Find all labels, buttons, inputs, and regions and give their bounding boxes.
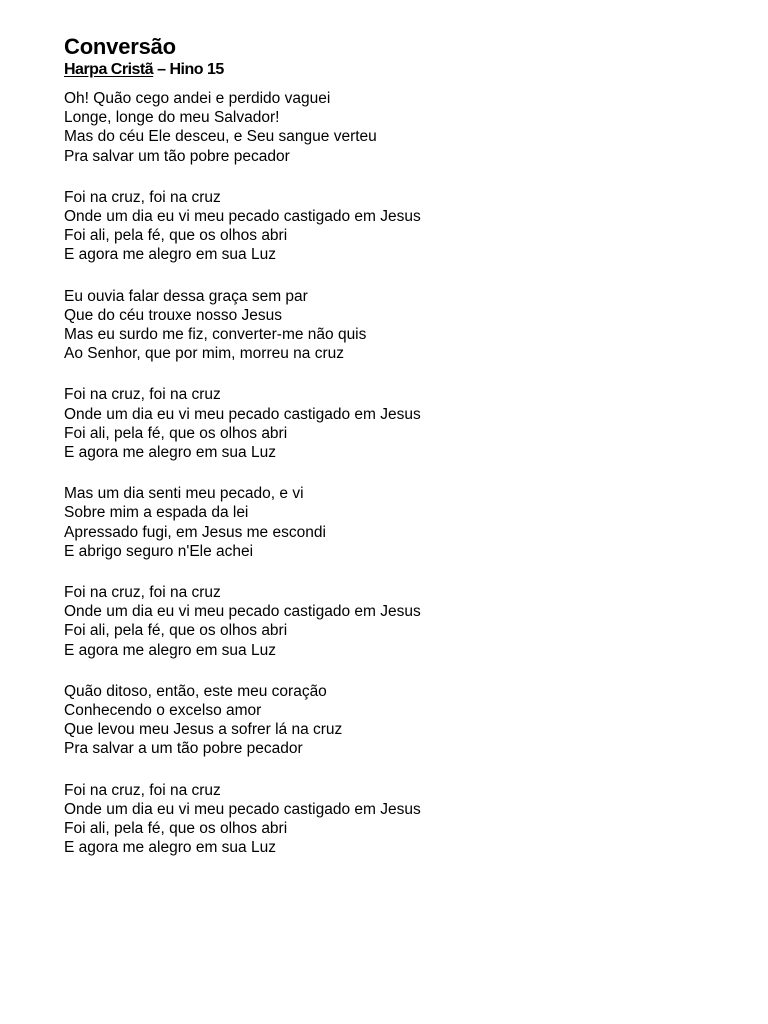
lyric-line: Que do céu trouxe nosso Jesus [64, 306, 282, 324]
stanza-4 [64, 385, 744, 462]
lyric-line: Onde um dia eu vi meu pecado castigado em Jesus [64, 603, 421, 621]
hymn-title: Conversão [64, 34, 176, 59]
hymn-subtitle [64, 60, 744, 80]
lyric-line: Que levou meu Jesus a sofrer lá na cruz [64, 721, 343, 739]
lyric-line: Longe, longe do meu Salvador! [64, 109, 280, 127]
lyric-line: Quão ditoso, então, este meu coração [64, 682, 327, 700]
lyric-line: Onde um dia eu vi meu pecado castigado em Jesus [64, 208, 421, 226]
lyric-line: Mas um dia senti meu pecado, e vi [64, 485, 304, 503]
lyric-line: E agora me alegro em sua Luz [64, 246, 276, 264]
lyric-line: Foi ali, pela fé, que os olhos abri [64, 820, 288, 838]
hymnal-name: Harpa Cristã [64, 61, 154, 78]
lyric-line: Foi na cruz, foi na cruz [64, 584, 221, 602]
lyric-line: E agora me alegro em sua Luz [64, 641, 276, 659]
lyric-line: Apressado fugi, em Jesus me escondi [64, 523, 326, 541]
lyric-line: E agora me alegro em sua Luz [64, 839, 276, 857]
lyric-line: Foi ali, pela fé, que os olhos abri [64, 424, 288, 442]
lyric-line: Sobre mim a espada da lei [64, 504, 249, 522]
lyric-line: Foi na cruz, foi na cruz [64, 386, 221, 404]
stanza-5 [64, 484, 744, 561]
lyric-line: Conhecendo o excelso amor [64, 702, 262, 720]
lyric-line: Foi na cruz, foi na cruz [64, 188, 221, 206]
lyric-line: E agora me alegro em sua Luz [64, 444, 276, 462]
stanza-1 [64, 89, 744, 166]
lyric-line: Foi ali, pela fé, que os olhos abri [64, 227, 288, 245]
stanza-3 [64, 287, 744, 364]
lyric-line: Foi ali, pela fé, que os olhos abri [64, 622, 288, 640]
stanza-6 [64, 583, 744, 660]
lyric-line: Oh! Quão cego andei e perdido vaguei [64, 90, 331, 107]
lyric-line: Foi na cruz, foi na cruz [64, 781, 221, 799]
stanza-7 [64, 682, 744, 759]
hymn-number: – Hino 15 [153, 61, 224, 78]
lyric-line: Pra salvar a um tão pobre pecador [64, 740, 303, 758]
lyric-line: Pra salvar um tão pobre pecador [64, 147, 290, 165]
lyric-line: Ao Senhor, que por mim, morreu na cruz [64, 345, 344, 363]
lyric-line: Eu ouvia falar dessa graça sem par [64, 287, 308, 305]
stanza-2 [64, 188, 744, 265]
lyric-line: E abrigo seguro n'Ele achei [64, 542, 254, 560]
lyric-line: Onde um dia eu vi meu pecado castigado em Jesus [64, 405, 421, 423]
lyric-line: Onde um dia eu vi meu pecado castigado em Jesus [64, 800, 421, 818]
lyric-line: Mas eu surdo me fiz, converter-me não quis [64, 326, 367, 344]
stanza-8 [64, 781, 744, 858]
lyric-line: Mas do céu Ele desceu, e Seu sangue verteu [64, 128, 377, 146]
document-page [64, 34, 744, 880]
